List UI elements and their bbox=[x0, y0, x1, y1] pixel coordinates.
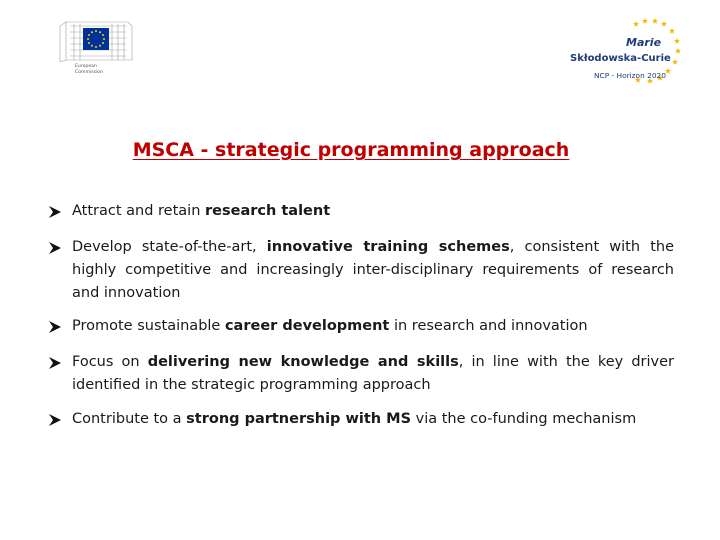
right-arrowhead-icon bbox=[48, 320, 62, 334]
ec-building-icon bbox=[58, 16, 134, 64]
bullet-item bbox=[48, 408, 674, 431]
msca-subtitle: NCP - Horizon 2020 bbox=[594, 71, 666, 80]
bullet-text: Develop state-of-the-art, innovative training schemes, consistent with the highly competitive and increasingly inter-disciplinary requirements of research and innovation bbox=[72, 239, 674, 301]
right-arrowhead-icon bbox=[48, 356, 62, 370]
bullet-item bbox=[48, 315, 674, 338]
bullet-text: Promote sustainable career development in research and innovation bbox=[72, 318, 588, 334]
ec-logo-caption: European Commission bbox=[75, 64, 104, 75]
right-arrowhead-icon bbox=[48, 241, 62, 255]
right-arrowhead-icon bbox=[48, 413, 62, 427]
european-commission-logo bbox=[58, 16, 134, 76]
right-arrowhead-icon bbox=[48, 205, 62, 219]
bullet-item bbox=[48, 351, 674, 397]
bullet-item bbox=[48, 236, 674, 305]
bullet-text: Attract and retain research talent bbox=[72, 203, 331, 219]
msca-logo bbox=[566, 16, 684, 88]
bullet-list bbox=[48, 200, 674, 431]
bullet-text: Focus on delivering new knowledge and skills, in line with the key driver identified in the strategic programming approach bbox=[72, 354, 675, 393]
slide-title: MSCA - strategic programming approach bbox=[132, 139, 570, 161]
bullet-item bbox=[48, 200, 674, 223]
msca-name-top: Marie bbox=[626, 36, 662, 49]
bullet-text: Contribute to a strong partnership with MS via the co-funding mechanism bbox=[72, 411, 637, 427]
msca-name-bottom: Skłodowska-Curie bbox=[570, 53, 671, 64]
